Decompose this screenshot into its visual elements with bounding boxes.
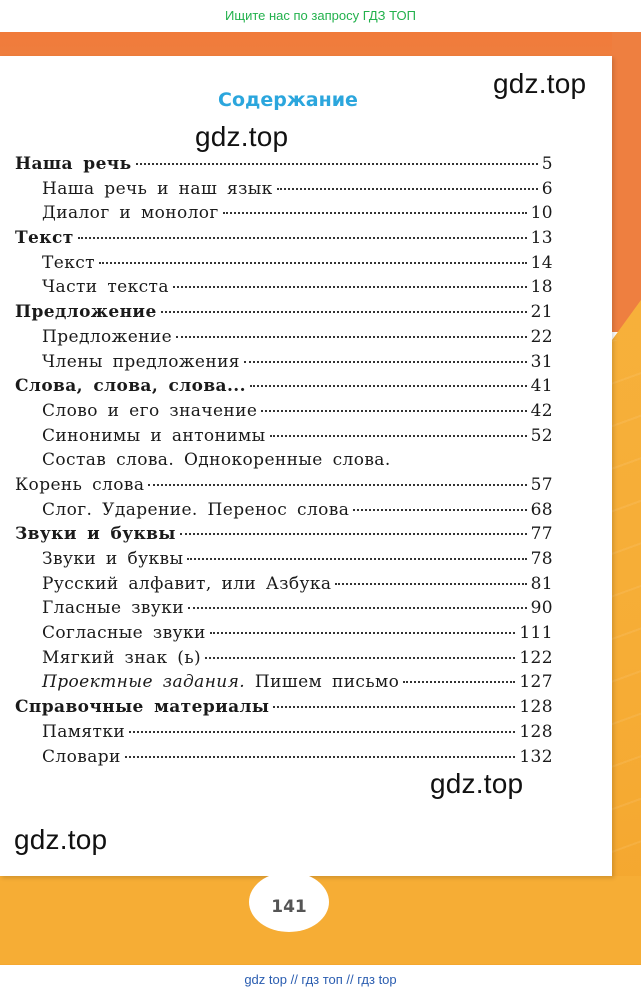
toc-entry[interactable] [15, 672, 553, 697]
toc-entry-page: 41 [530, 376, 553, 397]
dot-leader [173, 286, 527, 288]
toc-entry-label: Звуки и буквы [15, 524, 176, 545]
toc-entry-page: 13 [530, 228, 553, 249]
toc-entry-label: Словари [42, 746, 121, 767]
toc-entry[interactable] [15, 401, 553, 426]
toc-entry-label: Предложение [42, 326, 173, 347]
dot-leader [273, 706, 515, 708]
toc-entry[interactable] [15, 722, 553, 747]
dot-leader [129, 731, 515, 733]
toc-entry-page: 22 [530, 326, 553, 347]
toc-entry-page: 78 [530, 549, 553, 569]
toc-entry-page: 132 [519, 746, 553, 767]
toc-entry-label: Текст [15, 228, 74, 249]
toc-entry[interactable] [15, 327, 553, 352]
toc-entry[interactable] [15, 623, 553, 648]
toc-entry-page: 6 [541, 178, 553, 199]
toc-entry[interactable] [15, 426, 553, 451]
dot-leader [125, 756, 516, 758]
dot-leader [277, 188, 538, 190]
toc-entry-page: 127 [519, 672, 553, 693]
toc-entry-label: Слова, слова, слова... [15, 376, 246, 397]
dot-leader [136, 163, 538, 165]
toc-entry-label-text: Пишем письмо [254, 672, 400, 693]
toc-entry-page: 10 [530, 203, 553, 224]
toc-entry[interactable] [15, 179, 553, 204]
toc-entry-label: Слог. Ударение. Перенос слова [42, 499, 350, 520]
toc-entry[interactable] [15, 475, 553, 500]
dot-leader [78, 237, 527, 239]
toc-entry-label: Члены предложения [42, 351, 240, 372]
dot-leader [353, 509, 526, 511]
toc-entry[interactable] [15, 697, 553, 722]
toc-entry-page: 122 [519, 647, 553, 668]
watermark: gdz.top [14, 824, 108, 855]
toc-entry[interactable] [15, 524, 553, 549]
toc-entry-label: Корень слова [15, 474, 145, 495]
dot-leader [188, 607, 527, 609]
toc-entry-label: Наша речь и наш язык [42, 178, 273, 199]
toc-entry-label: Памятки [42, 721, 126, 742]
contents-page [0, 56, 612, 876]
toc-entry-label: Гласные звуки [42, 598, 185, 619]
footer-links[interactable]: gdz top // гдз топ // гдз top [0, 965, 641, 998]
page-number: 141 [271, 897, 307, 917]
dot-leader [187, 558, 526, 560]
toc-entry-page: 42 [530, 400, 553, 421]
dot-leader [176, 336, 526, 338]
toc-entry-page: 128 [519, 721, 553, 742]
dot-leader [244, 361, 527, 363]
toc-entry-page: 111 [519, 623, 553, 644]
toc-entry-label: Слово и его значение [42, 400, 258, 421]
watermark: gdz.top [493, 68, 587, 99]
dot-leader [180, 533, 527, 535]
dot-leader [148, 484, 526, 486]
toc-entry[interactable] [15, 228, 553, 253]
toc-entry[interactable] [15, 154, 553, 179]
toc-entry-page: 5 [541, 154, 553, 174]
toc-entry-page: 18 [530, 277, 553, 298]
toc-entry-page: 52 [530, 425, 553, 446]
top-banner[interactable]: Ищите нас по запросу ГДЗ ТОП [0, 0, 641, 32]
dot-leader [270, 435, 527, 437]
dot-leader [210, 632, 516, 634]
toc-entry-label: Мягкий знак (ь) [42, 647, 202, 668]
toc-entry[interactable] [15, 549, 553, 574]
toc-entry[interactable] [15, 302, 553, 327]
dot-leader [99, 262, 527, 264]
toc-entry-page: 68 [530, 499, 553, 520]
toc-entry-page: 81 [530, 573, 553, 594]
toc-entry[interactable] [15, 574, 553, 599]
toc-entry-page: 14 [530, 252, 553, 273]
toc-entry-label: Состав слова. Однокоренные слова. [42, 450, 391, 471]
dot-leader [403, 681, 515, 683]
toc-entry[interactable] [15, 352, 553, 377]
toc-entry-page: 128 [519, 697, 553, 718]
toc-entry-label: Диалог и монолог [42, 203, 219, 224]
dot-leader [261, 410, 526, 412]
watermark: gdz.top [195, 121, 289, 152]
toc-entry-page: 57 [530, 474, 553, 495]
watermark: gdz.top [430, 768, 524, 799]
dot-leader [250, 385, 527, 387]
toc-entry-label: Синонимы и антонимы [42, 425, 266, 446]
decorative-grid [612, 340, 641, 876]
toc-entry-label: Русский алфавит, или Азбука [42, 573, 332, 594]
toc-entry[interactable] [15, 277, 553, 302]
toc-entry[interactable] [15, 747, 553, 772]
toc-entry-label: Согласные звуки [42, 623, 206, 644]
toc-entry-label: Звуки и буквы [42, 549, 184, 569]
toc-entry-label: Справочные материалы [15, 697, 270, 718]
page-title: Содержание [218, 89, 358, 111]
toc-entry-page: 77 [530, 524, 553, 545]
toc-entry-label: Текст [42, 252, 95, 273]
toc-entry-label: Наша речь [15, 154, 132, 174]
toc-entry-italic-prefix: Проектные задания. [42, 672, 246, 693]
toc-entry[interactable] [15, 253, 553, 278]
toc-entry[interactable] [15, 203, 553, 228]
dot-leader [161, 311, 527, 313]
toc-entry-label: Части текста [42, 277, 169, 298]
toc-entry[interactable] [15, 376, 553, 401]
toc-entry-label [42, 672, 399, 692]
toc-entry-page: 90 [530, 598, 553, 619]
toc-entry-label: Предложение [15, 302, 157, 323]
dot-leader [335, 583, 526, 585]
table-of-contents [15, 154, 553, 771]
orange-side-strip [612, 32, 641, 332]
toc-entry[interactable] [15, 450, 553, 475]
toc-entry[interactable] [15, 598, 553, 623]
toc-entry-page: 21 [530, 302, 553, 323]
dot-leader [223, 212, 527, 214]
toc-entry-page: 31 [530, 351, 553, 372]
toc-entry[interactable] [15, 500, 553, 525]
dot-leader [205, 657, 515, 659]
toc-entry[interactable] [15, 648, 553, 673]
